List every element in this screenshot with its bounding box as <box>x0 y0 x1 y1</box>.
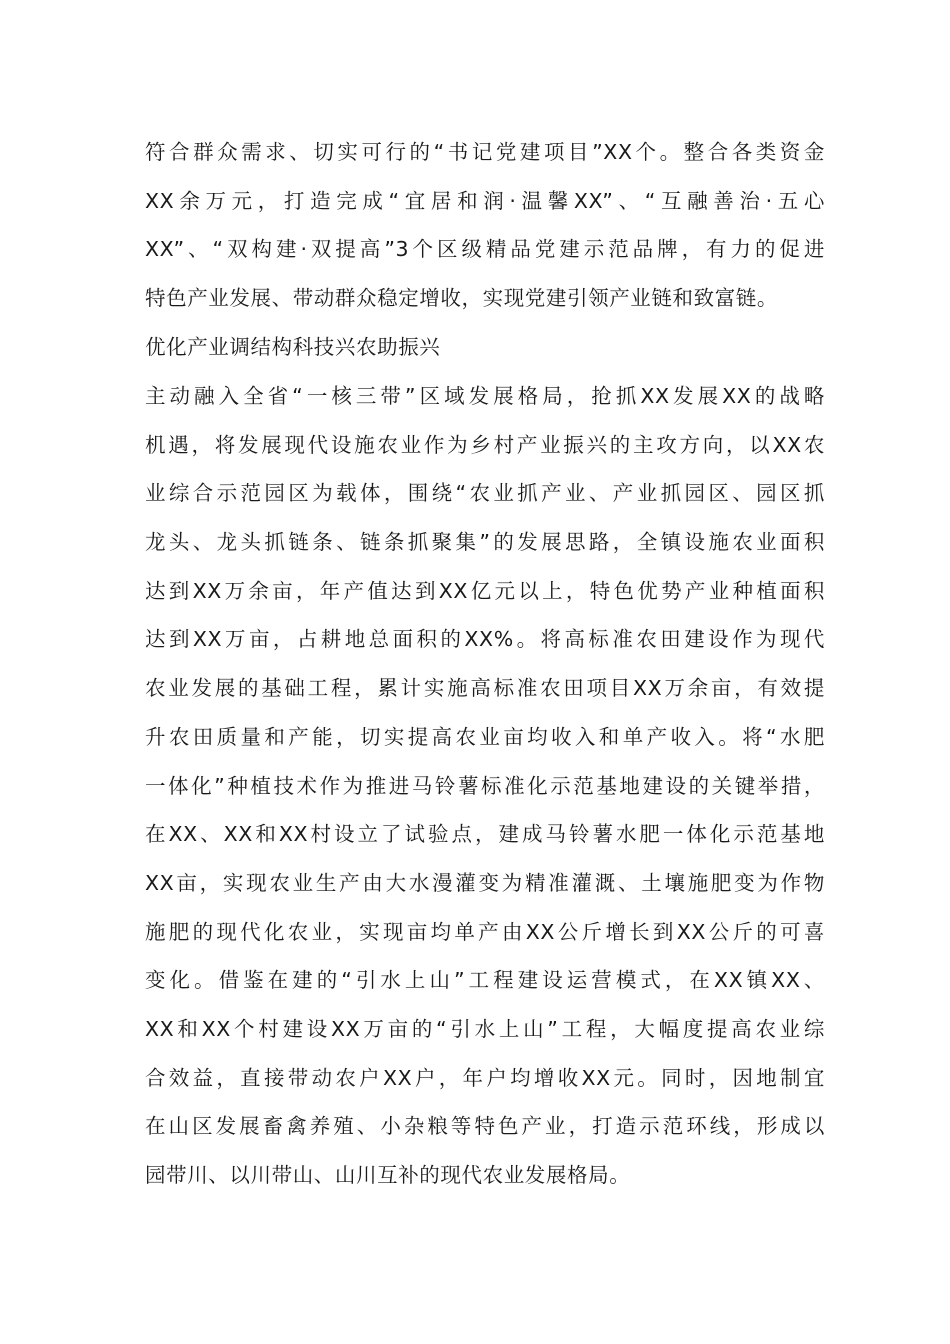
section-heading <box>145 323 825 372</box>
text-line: 合效益，直接带动农户XX户，年户均增收XX元。同时，因地制宜 <box>145 1065 825 1090</box>
text-line: 园带川、以川带山、山川互补的现代农业发展格局。 <box>145 1163 631 1187</box>
paragraph-party-building <box>145 128 825 323</box>
paragraph-agriculture <box>145 372 825 1200</box>
text-line: 在XX、XX和XX村设立了试验点，建成马铃薯水肥一体化示范基地 <box>145 822 825 847</box>
text-line: 升农田质量和产能，切实提高农业亩均收入和单产收入。将“水肥 <box>145 724 825 749</box>
text-line: 达到XX万亩，占耕地总面积的XX%。将高标准农田建设作为现代 <box>145 627 825 652</box>
text-line: 符合群众需求、切实可行的“书记党建项目”XX个。整合各类资金 <box>145 140 825 164</box>
text-line: 施肥的现代化农业，实现亩均单产由XX公斤增长到XX公斤的可喜 <box>145 919 825 944</box>
text-line: 一体化”种植技术作为推进马铃薯标准化示范基地建设的关键举措， <box>145 773 825 798</box>
text-line: 机遇，将发展现代设施农业作为乡村产业振兴的主攻方向，以XX农 <box>145 432 825 457</box>
text-line: XX余万元，打造完成“宜居和润·温馨XX”、“互融善治·五心 <box>145 188 825 213</box>
text-line: 变化。借鉴在建的“引水上山”工程建设运营模式，在XX镇XX、 <box>145 968 825 993</box>
text-line: XX”、“双构建·双提高”3个区级精品党建示范品牌，有力的促进 <box>145 237 825 262</box>
text-line: 业综合示范园区为载体，围绕“农业抓产业、产业抓园区、园区抓 <box>145 481 825 506</box>
text-line: 达到XX万余亩，年产值达到XX亿元以上，特色优势产业种植面积 <box>145 578 825 603</box>
text-line: 龙头、龙头抓链条、链条抓聚集”的发展思路，全镇设施农业面积 <box>145 530 825 555</box>
text-line: XX亩，实现农业生产由大水漫灌变为精准灌溉、土壤施肥变为作物 <box>145 870 825 895</box>
text-line: 农业发展的基础工程，累计实施高标准农田项目XX万余亩，有效提 <box>145 676 825 701</box>
text-line: 主动融入全省“一核三带”区域发展格局，抢抓XX发展XX的战略 <box>145 384 825 408</box>
section-heading-text: 优化产业调结构科技兴农助振兴 <box>145 335 441 359</box>
text-line: 在山区发展畜禽养殖、小杂粮等特色产业，打造示范环线，形成以 <box>145 1114 825 1139</box>
text-line: XX和XX个村建设XX万亩的“引水上山”工程，大幅度提高农业综 <box>145 1016 825 1041</box>
text-line: 特色产业发展、带动群众稳定增收，实现党建引领产业链和致富链。 <box>145 286 778 311</box>
